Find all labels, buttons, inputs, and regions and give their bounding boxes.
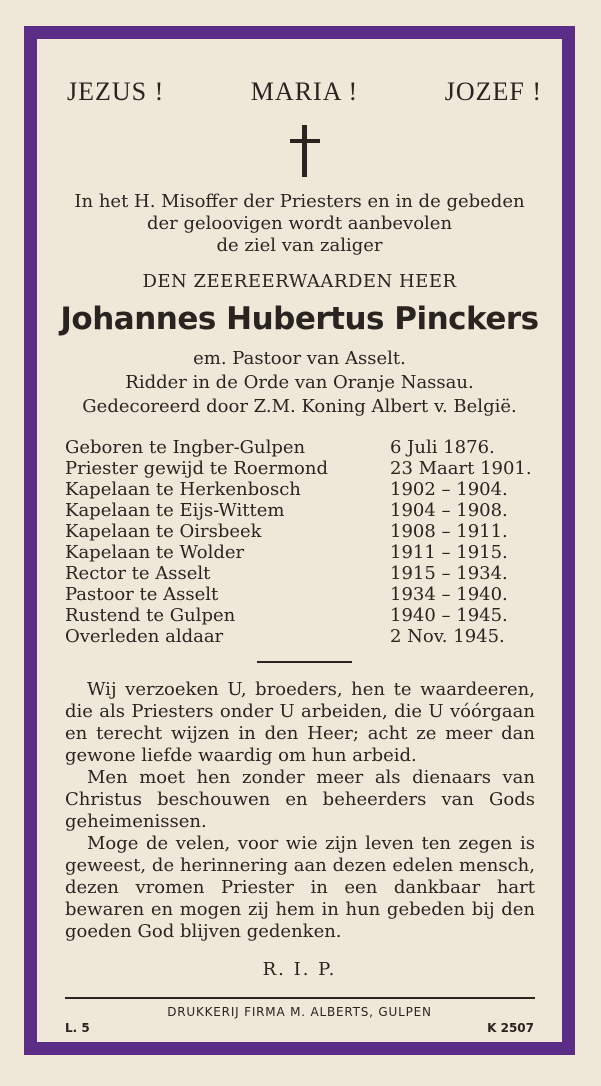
career-row [65, 626, 545, 647]
career-place: Geboren te Ingber-Gulpen [65, 437, 306, 458]
career-date: 1934 – 1940. [390, 584, 508, 605]
career-place: Rector te Asselt [65, 563, 211, 584]
heading-jezus: JEZUS ! [67, 77, 165, 106]
cross-icon [290, 125, 320, 177]
intro-text [37, 191, 562, 257]
career-place: Kapelaan te Oirsbeek [65, 521, 262, 542]
career-date: 2 Nov. 1945. [390, 626, 505, 647]
printer-credit: DRUKKERIJ FIRMA M. ALBERTS, GULPEN [167, 1005, 432, 1019]
body-text [65, 679, 535, 943]
titles [37, 347, 562, 419]
career-row [65, 521, 545, 542]
paragraph: Men moet hen zonder meer als dienaars van Christus beschouwen en beheerders van Gods geheimenissen. [65, 767, 535, 832]
intro-line: de ziel van zaliger [216, 235, 383, 256]
heading-maria: MARIA ! [250, 77, 359, 106]
career-row [65, 584, 545, 605]
career-list [65, 437, 545, 647]
title-line: Gedecoreerd door Z.M. Koning Albert v. België. [82, 396, 517, 417]
career-row [65, 605, 545, 626]
intro-line: der geloovigen wordt aanbevolen [146, 213, 453, 234]
honorific: DEN ZEEREERWAARDEN HEER [142, 271, 457, 292]
career-row [65, 563, 545, 584]
career-place: Priester gewijd te Roermond [65, 458, 329, 479]
title-line: em. Pastoor van Asselt. [193, 348, 406, 369]
print-code-left: L. 5 [65, 1021, 90, 1035]
paragraph: Wij verzoeken U, broeders, hen te waardeeren, die als Priesters onder U arbeiden, die U vóórgaan en terecht wijzen in den Heer; acht ze meer dan gewone liefde waardig om hun arbeid. [65, 679, 535, 766]
heading-jozef: JOZEF ! [444, 77, 542, 106]
career-date: 23 Maart 1901. [390, 458, 532, 479]
title-line: Ridder in de Orde van Oranje Nassau. [125, 372, 474, 393]
career-row [65, 458, 545, 479]
career-date: 1908 – 1911. [390, 521, 508, 542]
deceased-name: Johannes Hubertus Pinckers [60, 301, 539, 337]
career-date: 1915 – 1934. [390, 563, 508, 584]
career-place: Overleden aldaar [65, 626, 224, 647]
career-date: 6 Juli 1876. [390, 437, 495, 458]
paragraph: Moge de velen, voor wie zijn leven ten zegen is geweest, de herinnering aan dezen edelen mensch, dezen vromen Priester in een dankbaar hart bewaren en mogen zij hem in hun gebeden bij den goeden God blijven gedenken. [65, 833, 535, 942]
career-date: 1940 – 1945. [390, 605, 508, 626]
career-place: Pastoor te Asselt [65, 584, 219, 605]
career-date: 1902 – 1904. [390, 479, 508, 500]
print-code-right: K 2507 [487, 1021, 534, 1035]
footer-divider [65, 997, 535, 999]
career-row [65, 500, 545, 521]
intro-line: In het H. Misoffer der Priesters en in de gebeden [74, 191, 525, 212]
heading-row [67, 77, 542, 107]
divider [257, 661, 352, 663]
career-place: Kapelaan te Herkenbosch [65, 479, 301, 500]
career-date: 1911 – 1915. [390, 542, 508, 563]
career-date: 1904 – 1908. [390, 500, 508, 521]
card-content [37, 39, 562, 1042]
career-row [65, 479, 545, 500]
career-place: Rustend te Gulpen [65, 605, 236, 626]
career-row [65, 542, 545, 563]
career-place: Kapelaan te Wolder [65, 542, 245, 563]
career-row [65, 437, 545, 458]
career-place: Kapelaan te Eijs-Wittem [65, 500, 285, 521]
rip-text: R. I. P. [262, 959, 337, 980]
